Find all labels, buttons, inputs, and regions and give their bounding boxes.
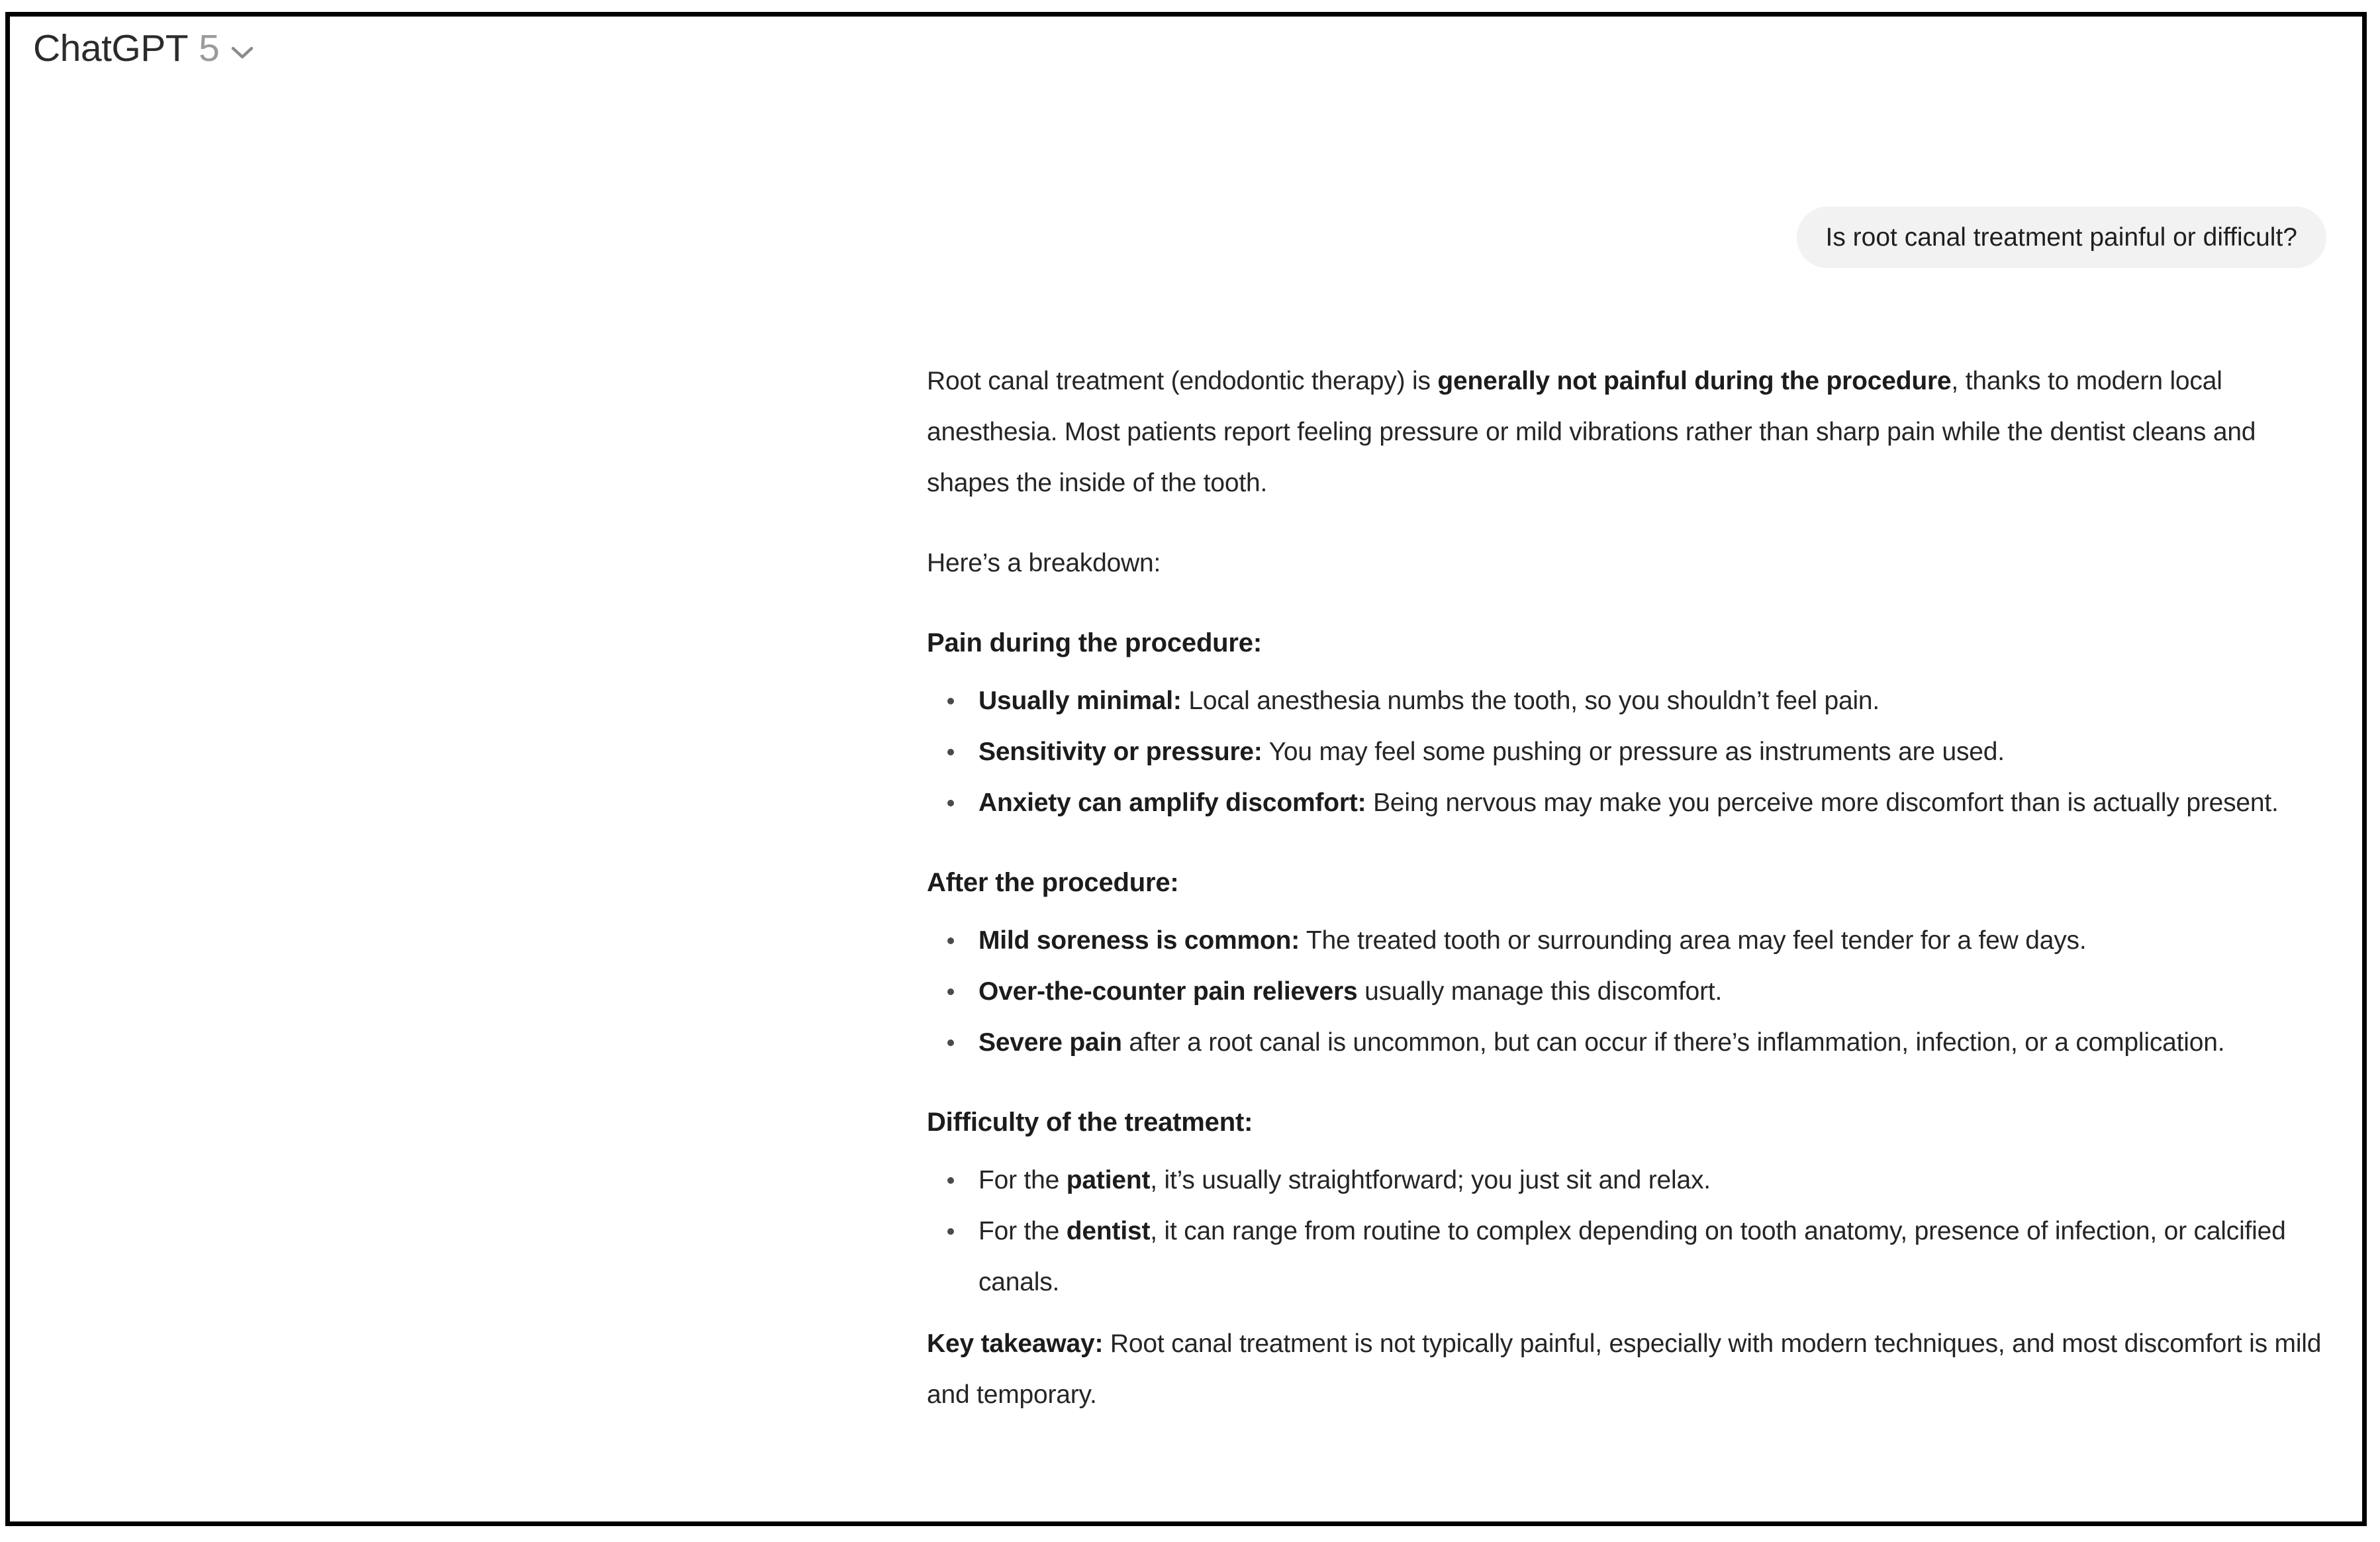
bold-text-run: Sensitivity or pressure: (978, 738, 1262, 766)
text-run: Being nervous may make you perceive more discomfort than is actually present. (1366, 789, 2279, 817)
key-takeaway (927, 1318, 2329, 1420)
section-heading-pain-during-procedure: Pain during the procedure: (927, 628, 1262, 657)
text-run: The treated tooth or surrounding area may feel tender for a few days. (1300, 926, 2087, 955)
app-name: ChatGPT (33, 27, 189, 70)
pain-during-procedure-list (927, 675, 2329, 828)
bold-text-run: Key takeaway: (927, 1329, 1104, 1358)
intro (927, 356, 2329, 508)
bold-text-run: generally not painful during the procedure (1437, 367, 1952, 395)
text-run: For the (978, 1217, 1067, 1245)
list-item (978, 915, 2329, 966)
user-message-text: Is root canal treatment painful or difficult? (1825, 223, 2297, 252)
text-run: Root canal treatment is not typically painful, especially with modern techniques, and most discomfort is mild and temporary. (927, 1329, 2322, 1409)
text-run: usually manage this discomfort. (1357, 977, 1723, 1006)
bold-text-run: Severe pain (978, 1028, 1122, 1057)
breakdown-lead (927, 538, 2329, 589)
text-run: You may feel some pushing or pressure as instruments are used. (1262, 738, 2005, 766)
model-selector[interactable] (33, 27, 254, 71)
text-run: Here’s a breakdown: (927, 549, 1161, 577)
assistant-message (927, 356, 2329, 1449)
list-item (978, 675, 2329, 726)
text-run: Root canal treatment (endodontic therapy) is (927, 367, 1438, 395)
list-item (978, 1155, 2329, 1206)
list-item (978, 726, 2329, 777)
model-version-label: 5 (199, 27, 220, 70)
after-procedure-list (927, 915, 2329, 1068)
user-message-bubble (1797, 207, 2327, 268)
chatgpt-window (5, 12, 2367, 1526)
list-item (978, 1017, 2329, 1068)
bold-text-run: Mild soreness is common: (978, 926, 1300, 955)
list-item (978, 966, 2329, 1017)
bold-text-run: Over-the-counter pain relievers (978, 977, 1358, 1006)
bold-text-run: patient (1066, 1166, 1151, 1194)
section-heading-difficulty-of-treatment: Difficulty of the treatment: (927, 1108, 1253, 1137)
text-run: , thanks to modern local anesthesia. Most patients report feeling pressure or mild vibrations rather than sharp pain while the dentist cleans and shapes the inside of the tooth. (927, 367, 2256, 497)
text-run: , it’s usually straightforward; you just sit and relax. (1150, 1166, 1711, 1194)
bold-text-run: dentist (1066, 1217, 1151, 1245)
text-run: Local anesthesia numbs the tooth, so you shouldn’t feel pain. (1181, 687, 1880, 715)
difficulty-of-treatment-list (927, 1155, 2329, 1308)
text-run: For the (978, 1166, 1067, 1194)
chevron-down-icon (230, 45, 254, 60)
list-item (978, 1206, 2329, 1308)
text-run: , it can range from routine to complex depending on tooth anatomy, presence of infection, or calcified canals. (978, 1217, 2286, 1296)
text-run: after a root canal is uncommon, but can occur if there’s inflammation, infection, or a complication. (1121, 1028, 2225, 1057)
bold-text-run: Usually minimal: (978, 687, 1182, 715)
section-heading-after-procedure: After the procedure: (927, 868, 1179, 897)
list-item (978, 777, 2329, 828)
bold-text-run: Anxiety can amplify discomfort: (978, 789, 1366, 817)
